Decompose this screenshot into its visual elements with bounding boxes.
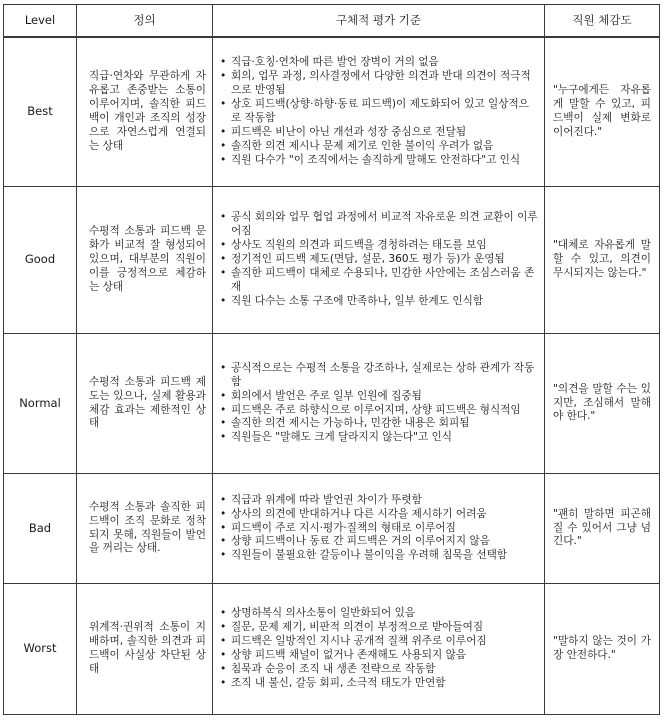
perception-cell: "대체로 자유롭게 말할 수 있고, 의견이 무시되지는 않는다." xyxy=(545,187,660,334)
criteria-item: • 공식적으로는 수평적 소통을 강조하나, 실제로는 상하 관계가 작동함 xyxy=(231,362,538,390)
criteria-cell xyxy=(213,37,545,187)
criteria-item: • 직급과 위계에 따라 발언권 차이가 뚜렷함 xyxy=(231,494,538,508)
definition-cell: 위계적·권위적 소통이 지배하며, 솔직한 의견과 피드백이 사실상 차단된 상태 xyxy=(77,584,213,715)
header-perception: 직원 체감도 xyxy=(545,5,660,38)
criteria-item: • 상명하복식 의사소통이 일반화되어 있음 xyxy=(231,607,538,621)
criteria-list xyxy=(217,211,538,309)
criteria-item: • 직급·호칭·연차에 따른 발언 장벽이 거의 없음 xyxy=(231,56,538,70)
criteria-item: • 피드백이 주로 지시·평가·질책의 형태로 이루어짐 xyxy=(231,522,538,536)
level-cell: Normal xyxy=(4,334,77,474)
criteria-item: • 솔직한 피드백이 대체로 수용되나, 민감한 사안에는 조심스러움 존재 xyxy=(231,267,538,295)
level-cell: Worst xyxy=(4,584,77,715)
criteria-item: • 직원 다수가 "이 조직에서는 솔직하게 말해도 안전하다"고 인식 xyxy=(231,154,538,168)
criteria-item: • 조직 내 불신, 갈등 회피, 소극적 태도가 만연함 xyxy=(231,677,538,691)
table-row-normal xyxy=(4,334,660,474)
header-definition: 정의 xyxy=(77,5,213,38)
definition-cell: 수평적 소통과 피드백 문화가 비교적 잘 형성되어 있으며, 대부분의 직원이 이를 긍정적으로 체감하는 상태 xyxy=(77,187,213,334)
criteria-item: • 상호 피드백(상향·하향·동료 피드백)이 제도화되어 있고 일상적으로 작동함 xyxy=(231,98,538,126)
definition-cell: 수평적 소통과 솔직한 피드백이 조직 문화로 정착되지 못해, 직원들이 발언을 꺼리는 상태. xyxy=(77,474,213,584)
criteria-item: • 피드백은 주로 하향식으로 이루어지며, 상향 피드백은 형식적임 xyxy=(231,404,538,418)
criteria-list xyxy=(217,494,538,564)
criteria-item: • 직원 다수는 소통 구조에 만족하나, 일부 한계도 인식함 xyxy=(231,295,538,309)
header-criteria: 구체적 평가 기준 xyxy=(213,5,545,38)
criteria-item: • 피드백은 비난이 아닌 개선과 성장 중심으로 전달됨 xyxy=(231,126,538,140)
criteria-list xyxy=(217,56,538,168)
table-row-best xyxy=(4,37,660,187)
criteria-item: • 피드백은 일방적인 지시나 공개적 질책 위주로 이루어짐 xyxy=(231,635,538,649)
perception-cell: "의견을 말할 수는 있지만, 조심해서 말해야 한다." xyxy=(545,334,660,474)
table-row-worst xyxy=(4,584,660,715)
perception-cell: "누구에게든 자유롭게 말할 수 있고, 피드백이 실제 변화로 이어진다." xyxy=(545,37,660,187)
criteria-item: • 솔직한 의견 제시나 문제 제기로 인한 불이익 우려가 없음 xyxy=(231,140,538,154)
criteria-item: • 직원들이 불필요한 갈등이나 불이익을 우려해 침묵을 선택함 xyxy=(231,549,538,563)
criteria-item: • 상사의 의견에 반대하거나 다른 시각을 제시하기 어려움 xyxy=(231,508,538,522)
communication-level-table xyxy=(3,4,660,715)
criteria-cell xyxy=(213,584,545,715)
criteria-item: • 회의, 업무 과정, 의사결정에서 다양한 의견과 반대 의견이 적극적으로 반영됨 xyxy=(231,70,538,98)
criteria-list xyxy=(217,607,538,691)
criteria-cell xyxy=(213,474,545,584)
level-cell: Good xyxy=(4,187,77,334)
table-header-row xyxy=(4,5,660,38)
level-cell: Best xyxy=(4,37,77,187)
criteria-item: • 침묵과 순응이 조직 내 생존 전략으로 작동함 xyxy=(231,663,538,677)
criteria-item: • 회의에서 발언은 주로 일부 인원에 집중됨 xyxy=(231,390,538,404)
perception-cell: "말하지 않는 것이 가장 안전하다." xyxy=(545,584,660,715)
criteria-item: • 질문, 문제 제기, 비판적 의견이 부정적으로 받아들여짐 xyxy=(231,621,538,635)
criteria-cell xyxy=(213,187,545,334)
criteria-item: • 상향 피드백 채널이 없거나 존재해도 사용되지 않음 xyxy=(231,649,538,663)
header-level: Level xyxy=(4,5,77,38)
criteria-item: • 직원들은 "말해도 크게 달라지지 않는다"고 인식 xyxy=(231,431,538,445)
table-row-good xyxy=(4,187,660,334)
criteria-item: • 솔직한 의견 제시는 가능하나, 민감한 내용은 회피됨 xyxy=(231,417,538,431)
criteria-item: • 상향 피드백이나 동료 간 피드백은 거의 이루어지지 않음 xyxy=(231,535,538,549)
criteria-item: • 정기적인 피드백 제도(면담, 설문, 360도 평가 등)가 운영됨 xyxy=(231,253,538,267)
perception-cell: "괜히 말하면 피곤해질 수 있어서 그냥 넘긴다." xyxy=(545,474,660,584)
level-cell: Bad xyxy=(4,474,77,584)
table-row-bad xyxy=(4,474,660,584)
definition-cell: 수평적 소통과 피드백 제도는 있으나, 실제 활용과 체감 효과는 제한적인 상태 xyxy=(77,334,213,474)
criteria-list xyxy=(217,362,538,446)
criteria-item: • 공식 회의와 업무 협업 과정에서 비교적 자유로운 의견 교환이 이루어짐 xyxy=(231,211,538,239)
definition-cell: 직급·연차와 무관하게 자유롭고 존중받는 소통이 이루어지며, 솔직한 피드백이 개인과 조직의 성장으로 자연스럽게 연결되는 상태 xyxy=(77,37,213,187)
criteria-cell xyxy=(213,334,545,474)
criteria-item: • 상사도 직원의 의견과 피드백을 경청하려는 태도를 보임 xyxy=(231,239,538,253)
